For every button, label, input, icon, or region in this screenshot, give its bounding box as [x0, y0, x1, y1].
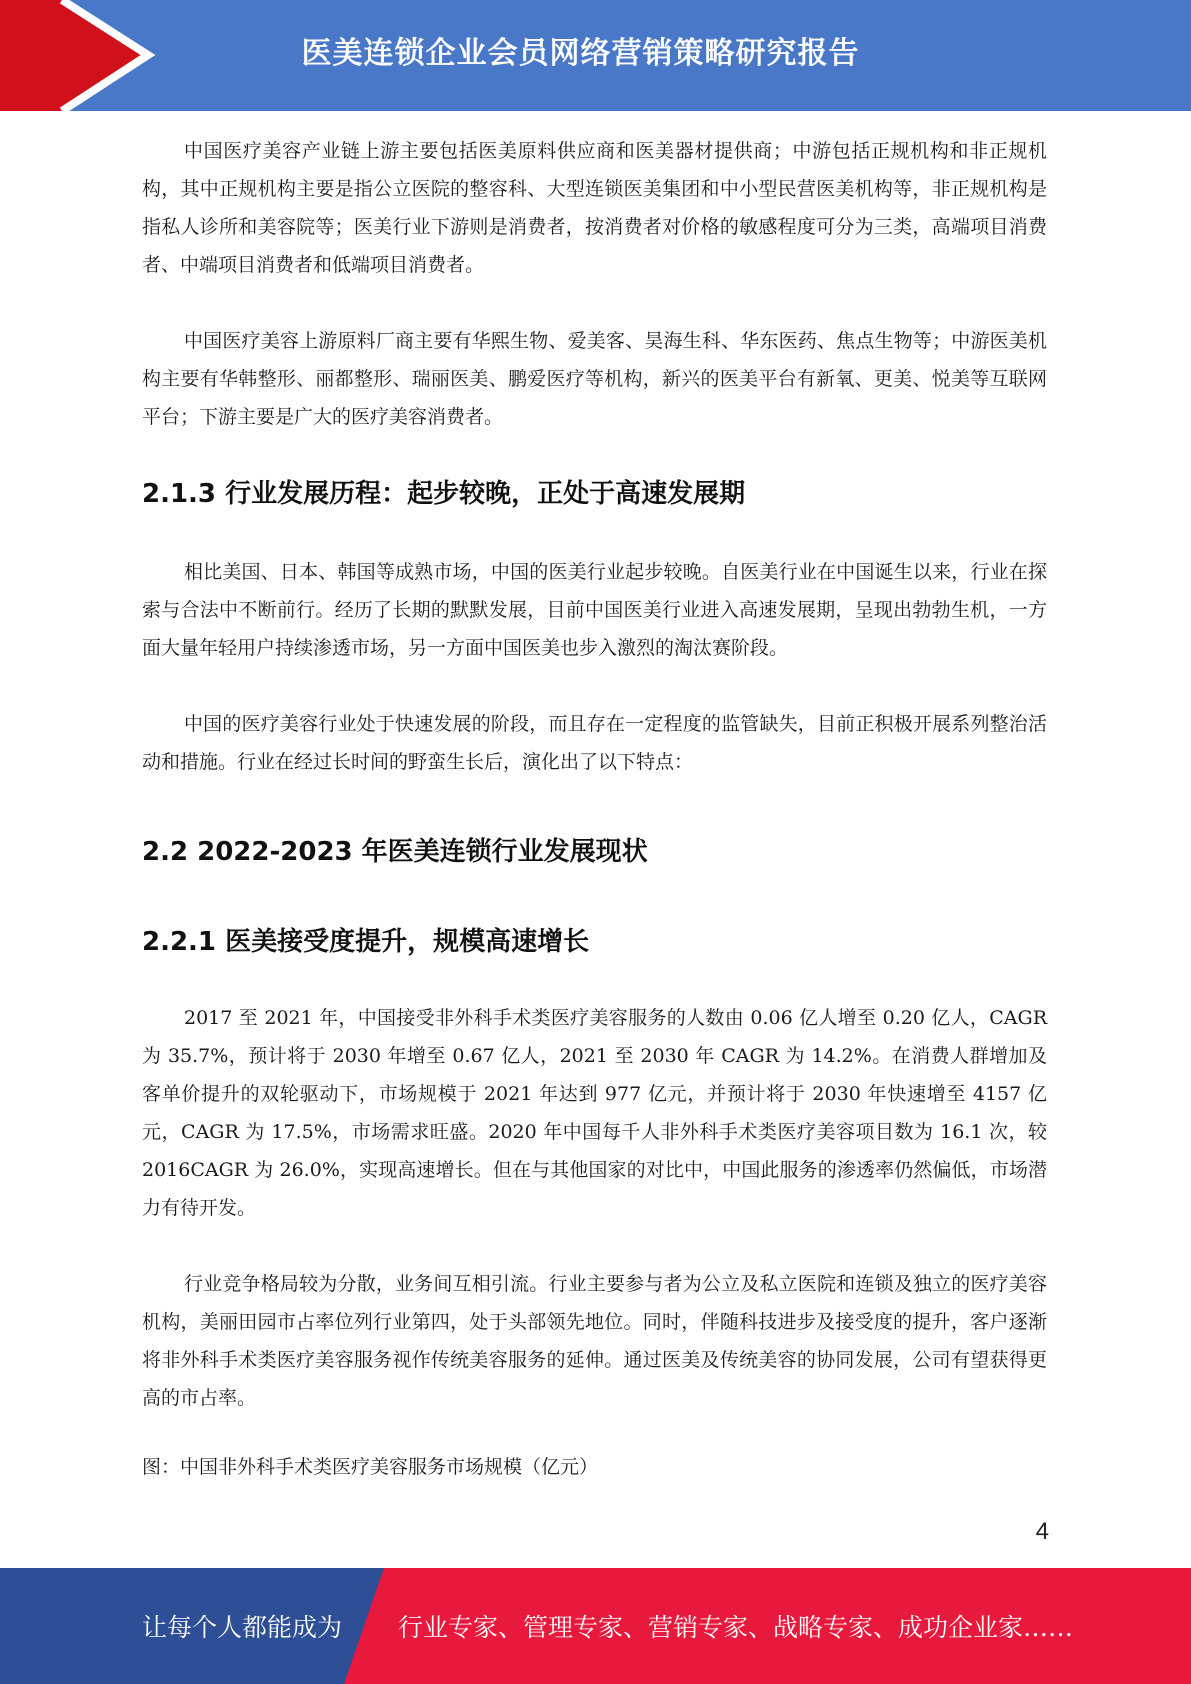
paragraph-competition: 行业竞争格局较为分散，业务间互相引流。行业主要参与者为公立及私立医院和连锁及独立的医疗美容机构，美丽田园市占率位列行业第四，处于头部领先地位。同时，伴随科技进步及接受度的提升，客户逐渐将非外科手术类医疗美容服务视作传统美容服务的延伸。通过医美及传统美容的协同发展，公司有望获得更高的市占率。: [142, 1273, 1047, 1409]
heading-2-2-1: 2.2.1 医美接受度提升，规模高速增长: [142, 927, 590, 957]
paragraph-industry-chain: 中国医疗美容产业链上游主要包括医美原料供应商和医美器材提供商；中游包括正规机构和非正规机构，其中正规机构主要是指公立医院的整容科、大型连锁医美集团和中小型民营医美机构等，非正规机构是指私人诊所和美容院等；医美行业下游则是消费者，按消费者对价格的敏感程度可分为三类，高端项目消费者、中端项目消费者和低端项目消费者。: [142, 140, 1047, 276]
body-block-3: [142, 553, 1047, 667]
paragraph-market-size: 2017 至 2021 年，中国接受非外科手术类医疗美容服务的人数由 0.06 亿人增至 0.20 亿人，CAGR 为 35.7%，预计将于 2030 年增至 0.67 亿人，2021 至 2030 年 CAGR 为 14.2%。在消费人群增加及客单价提升的双轮驱动下，市场规模于 2021 年达到 977 亿元，并预计将于 2030 年快速增至 4157 亿元，CAGR 为 17.5%，市场需求旺盛。2020 年中国每千人非外科手术类医疗美容项目数为 16.1 次，较 2016CAGR 为 26.0%，实现高速增长。但在与其他国家的对比中，中国此服务的渗透率仍然偏低，市场潜力有待开发。: [142, 1007, 1047, 1219]
body-block-5: [142, 999, 1047, 1227]
heading-2-2: 2.2 2022-2023 年医美连锁行业发展现状: [142, 837, 648, 867]
page-header-band: [0, 0, 1191, 111]
report-title: 医美连锁企业会员网络营销策略研究报告: [301, 36, 860, 71]
paragraph-upstream-midstream: 中国医疗美容上游原料厂商主要有华熙生物、爱美客、昊海生科、华东医药、焦点生物等；中游医美机构主要有华韩整形、丽都整形、瑞丽医美、鹏爱医疗等机构，新兴的医美平台有新氧、更美、悦美等互联网平台；下游主要是广大的医疗美容消费者。: [142, 330, 1047, 428]
footer-slogan-right: 行业专家、管理专家、营销专家、战略专家、成功企业家……: [398, 1613, 1074, 1642]
paragraph-history: 相比美国、日本、韩国等成熟市场，中国的医美行业起步较晚。自医美行业在中国诞生以来，行业在探索与合法中不断前行。经历了长期的默默发展，目前中国医美行业进入高速发展期，呈现出勃勃生机，一方面大量年轻用户持续渗透市场，另一方面中国医美也步入激烈的淘汰赛阶段。: [142, 561, 1047, 659]
paragraph-regulation: 中国的医疗美容行业处于快速发展的阶段，而且存在一定程度的监管缺失，目前正积极开展系列整治活动和措施。行业在经过长时间的野蛮生长后，演化出了以下特点：: [142, 713, 1047, 773]
header-chevron-icon: [0, 0, 160, 111]
body-block-4: [142, 705, 1047, 781]
figure-caption: 图：中国非外科手术类医疗美容服务市场规模（亿元）: [142, 1456, 599, 1478]
body-block-6: [142, 1265, 1047, 1417]
page-footer-band: [0, 1568, 1191, 1684]
footer-slogan-left: 让每个人都能成为: [142, 1613, 343, 1642]
heading-2-1-3: 2.1.3 行业发展历程：起步较晚，正处于高速发展期: [142, 479, 746, 509]
page-number: 4: [1035, 1518, 1049, 1545]
body-block-1: [142, 132, 1047, 284]
body-block-2: [142, 322, 1047, 436]
